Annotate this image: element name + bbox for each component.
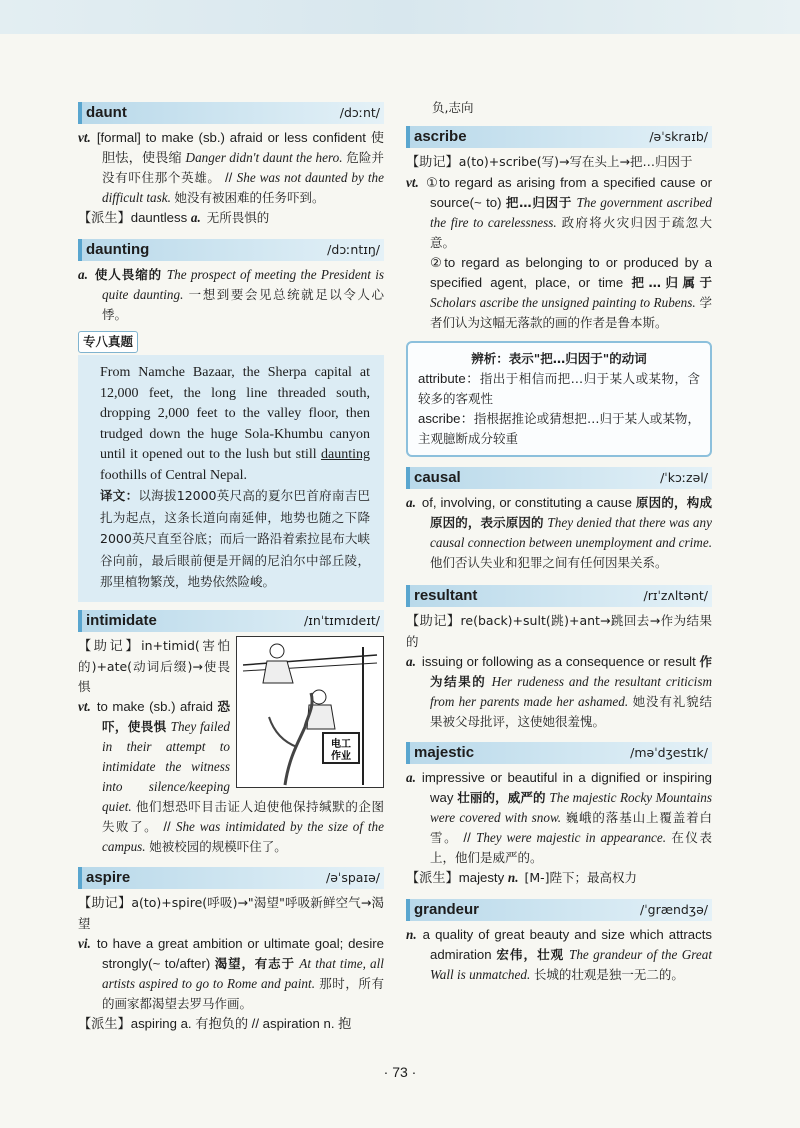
headword-bar-ascribe	[406, 126, 712, 148]
pronunciation: /dɔːnt/	[339, 105, 380, 120]
pronunciation: /əˈskraɪb/	[649, 129, 708, 144]
headword: causal	[414, 469, 461, 486]
definition: vt. [formal] to make (sb.) afraid or less confident 使胆怯，使畏缩 Danger didn't daunt the hero. 危险并没有吓住那个英雄。 // She was not daunted by the difficult task. 她没有被困难的任务吓到。	[78, 130, 385, 205]
definition: vt. to make (sb.) afraid 恐吓，使畏惧 They failed in their attempt to intimidate the witness into silence/keeping quiet. 他们想恐吓目击证人迫使他保持缄默的企图失败了。 // She was intimidated by the size of the campus. 她被校园的规模吓住了。	[78, 698, 384, 854]
exam-passage: From Namche Bazaar, the Sherpa capital at 12,000 feet, the long line threaded south, dropping 2,000 feet to the valley floor, then trudged down the huge Sola-Khumbu canyon until it opened out to the lush but still daunting foothills of Central Nepal. 译文：以海拔12000英尺高的夏尔巴首府南吉巴扎为起点，这条长道向南延伸，地势也随之下降2000英尺直至谷底；而后一路沿着索拉昆布大峡谷向前，最后眼前便是开阔的尼泊尔中部丘陵，那里植物繁茂，地势依然险峻。	[78, 355, 384, 602]
definition: a. issuing or following as a consequence or result 作为结果的 Her rudeness and the resultant criticism from her parents made her ashamed. 她没有礼貌结果被父母批评，这使她很羞愧。	[406, 654, 712, 729]
mnemonic: 【助记】a(to)+scribe(写)→写在头上→把…归因于	[406, 154, 693, 170]
derivative: 【派生】majesty n. [M-]陛下；最高权力	[406, 870, 638, 886]
cartoon-image	[237, 637, 383, 787]
headword: intimidate	[86, 611, 157, 629]
underlined-word: daunting	[321, 447, 371, 462]
definition: vi. to have a great ambition or ultimate goal; desire strongly(~ to/after) 渴望，有志于 At that time, all artists aspired to go to Rome and paint. 那时，所有的画家都渴望去罗马作画。	[78, 935, 384, 1011]
headword: daunting	[86, 241, 150, 258]
headword: resultant	[414, 587, 478, 604]
headword-bar-majestic	[406, 742, 712, 764]
exam-tag: 专八真题	[78, 331, 138, 353]
derivative: 【派生】dauntless a. 无所畏惧的	[78, 210, 270, 226]
pronunciation: /ɪnˈtɪmɪdeɪt/	[304, 612, 380, 628]
headword-bar-grandeur	[406, 899, 712, 921]
definition: a. of, involving, or constituting a cause 原因的，构成原因的，表示原因的 They denied that there was any causal connection between unemployment and crime. 他们否认失业和犯罪之间有任何因果关系。	[406, 495, 712, 570]
illustration-electricians	[236, 636, 384, 788]
top-banner	[0, 0, 800, 34]
headword-bar-resultant	[406, 585, 712, 607]
mnemonic: 【助记】a(to)+spire(呼吸)→"渴望"呼吸新鲜空气→渴望	[78, 894, 384, 931]
pronunciation: /əˈspaɪə/	[326, 869, 380, 885]
pronunciation: /ˈgrændʒə/	[640, 902, 708, 917]
note-item: ascribe：指根据推论或猜想把…归于某人或某物，主观臆断成分较重	[418, 411, 700, 446]
headword: aspire	[86, 868, 131, 886]
derivative: 【派生】aspiring a. 有抱负的 // aspiration n. 抱	[78, 1015, 352, 1032]
headword: majestic	[414, 744, 475, 761]
headword: daunt	[86, 104, 127, 121]
headword: ascribe	[414, 128, 467, 145]
definition: n. a quality of great beauty and size which attracts admiration 宏伟，壮观 The grandeur of the Great Wall is unmatched. 长城的壮观是独一无二的。	[406, 927, 712, 982]
right-column	[406, 98, 712, 985]
definition: a. impressive or beautiful in a dignified or inspiring way 壮丽的，威严的 The majestic Rocky Mountains were covered with snow. 巍峨的落基山上覆盖着白雪。 // They were majestic in appearance. 在仪表上，他们是威严的。	[406, 770, 712, 865]
headword-bar-intimidate	[78, 610, 384, 632]
mnemonic: 【助记】in+timid(害怕的)+ate(动词后缀)→使畏惧	[78, 637, 230, 694]
mnemonic: 【助记】re(back)+sult(跳)+ant→跳回去→作为结果的	[406, 613, 712, 649]
pronunciation: /rɪˈzʌltənt/	[643, 588, 708, 603]
pronunciation: /ˈkɔːzəl/	[660, 470, 708, 485]
left-column	[78, 96, 384, 1035]
usage-note-box	[406, 341, 712, 457]
pronunciation: /məˈdʒestɪk/	[630, 745, 708, 760]
definition: a. 使人畏缩的 The prospect of meeting the President is quite daunting. 一想到要会见总统就足以令人心悸。	[78, 267, 384, 322]
note-item: attribute：指出于相信而把…归于某人或某物，含较多的客观性	[418, 371, 700, 406]
sign-text-line1: 电工	[331, 738, 351, 750]
note-title: 辨析：表示"把…归因于"的动词	[471, 351, 647, 366]
continuation-text: 负,志向	[432, 100, 474, 115]
headword-bar-causal	[406, 467, 712, 489]
headword-bar-daunt	[78, 102, 384, 124]
headword: grandeur	[414, 901, 480, 918]
definition-2: ②to regard as belonging to or produced by a specified agent, place, or time 把…归属于 Scholars ascribe the unsigned painting to Rubens. 学者们认为这幅无落款的画的作者是鲁本斯。	[430, 255, 712, 330]
pronunciation: /dɔːntɪŋ/	[327, 242, 380, 257]
definition-1: vt. ①to regard as arising from a specified cause or source(~ to) 把…归因于 The government ascribed the fire to carelessness. 政府将火灾归因于疏忽大意。	[406, 175, 712, 250]
sign-text-line2: 作业	[331, 750, 351, 762]
page-number: · 73 ·	[383, 1064, 417, 1080]
headword-bar-aspire	[78, 867, 384, 889]
headword-bar-daunting	[78, 239, 384, 261]
